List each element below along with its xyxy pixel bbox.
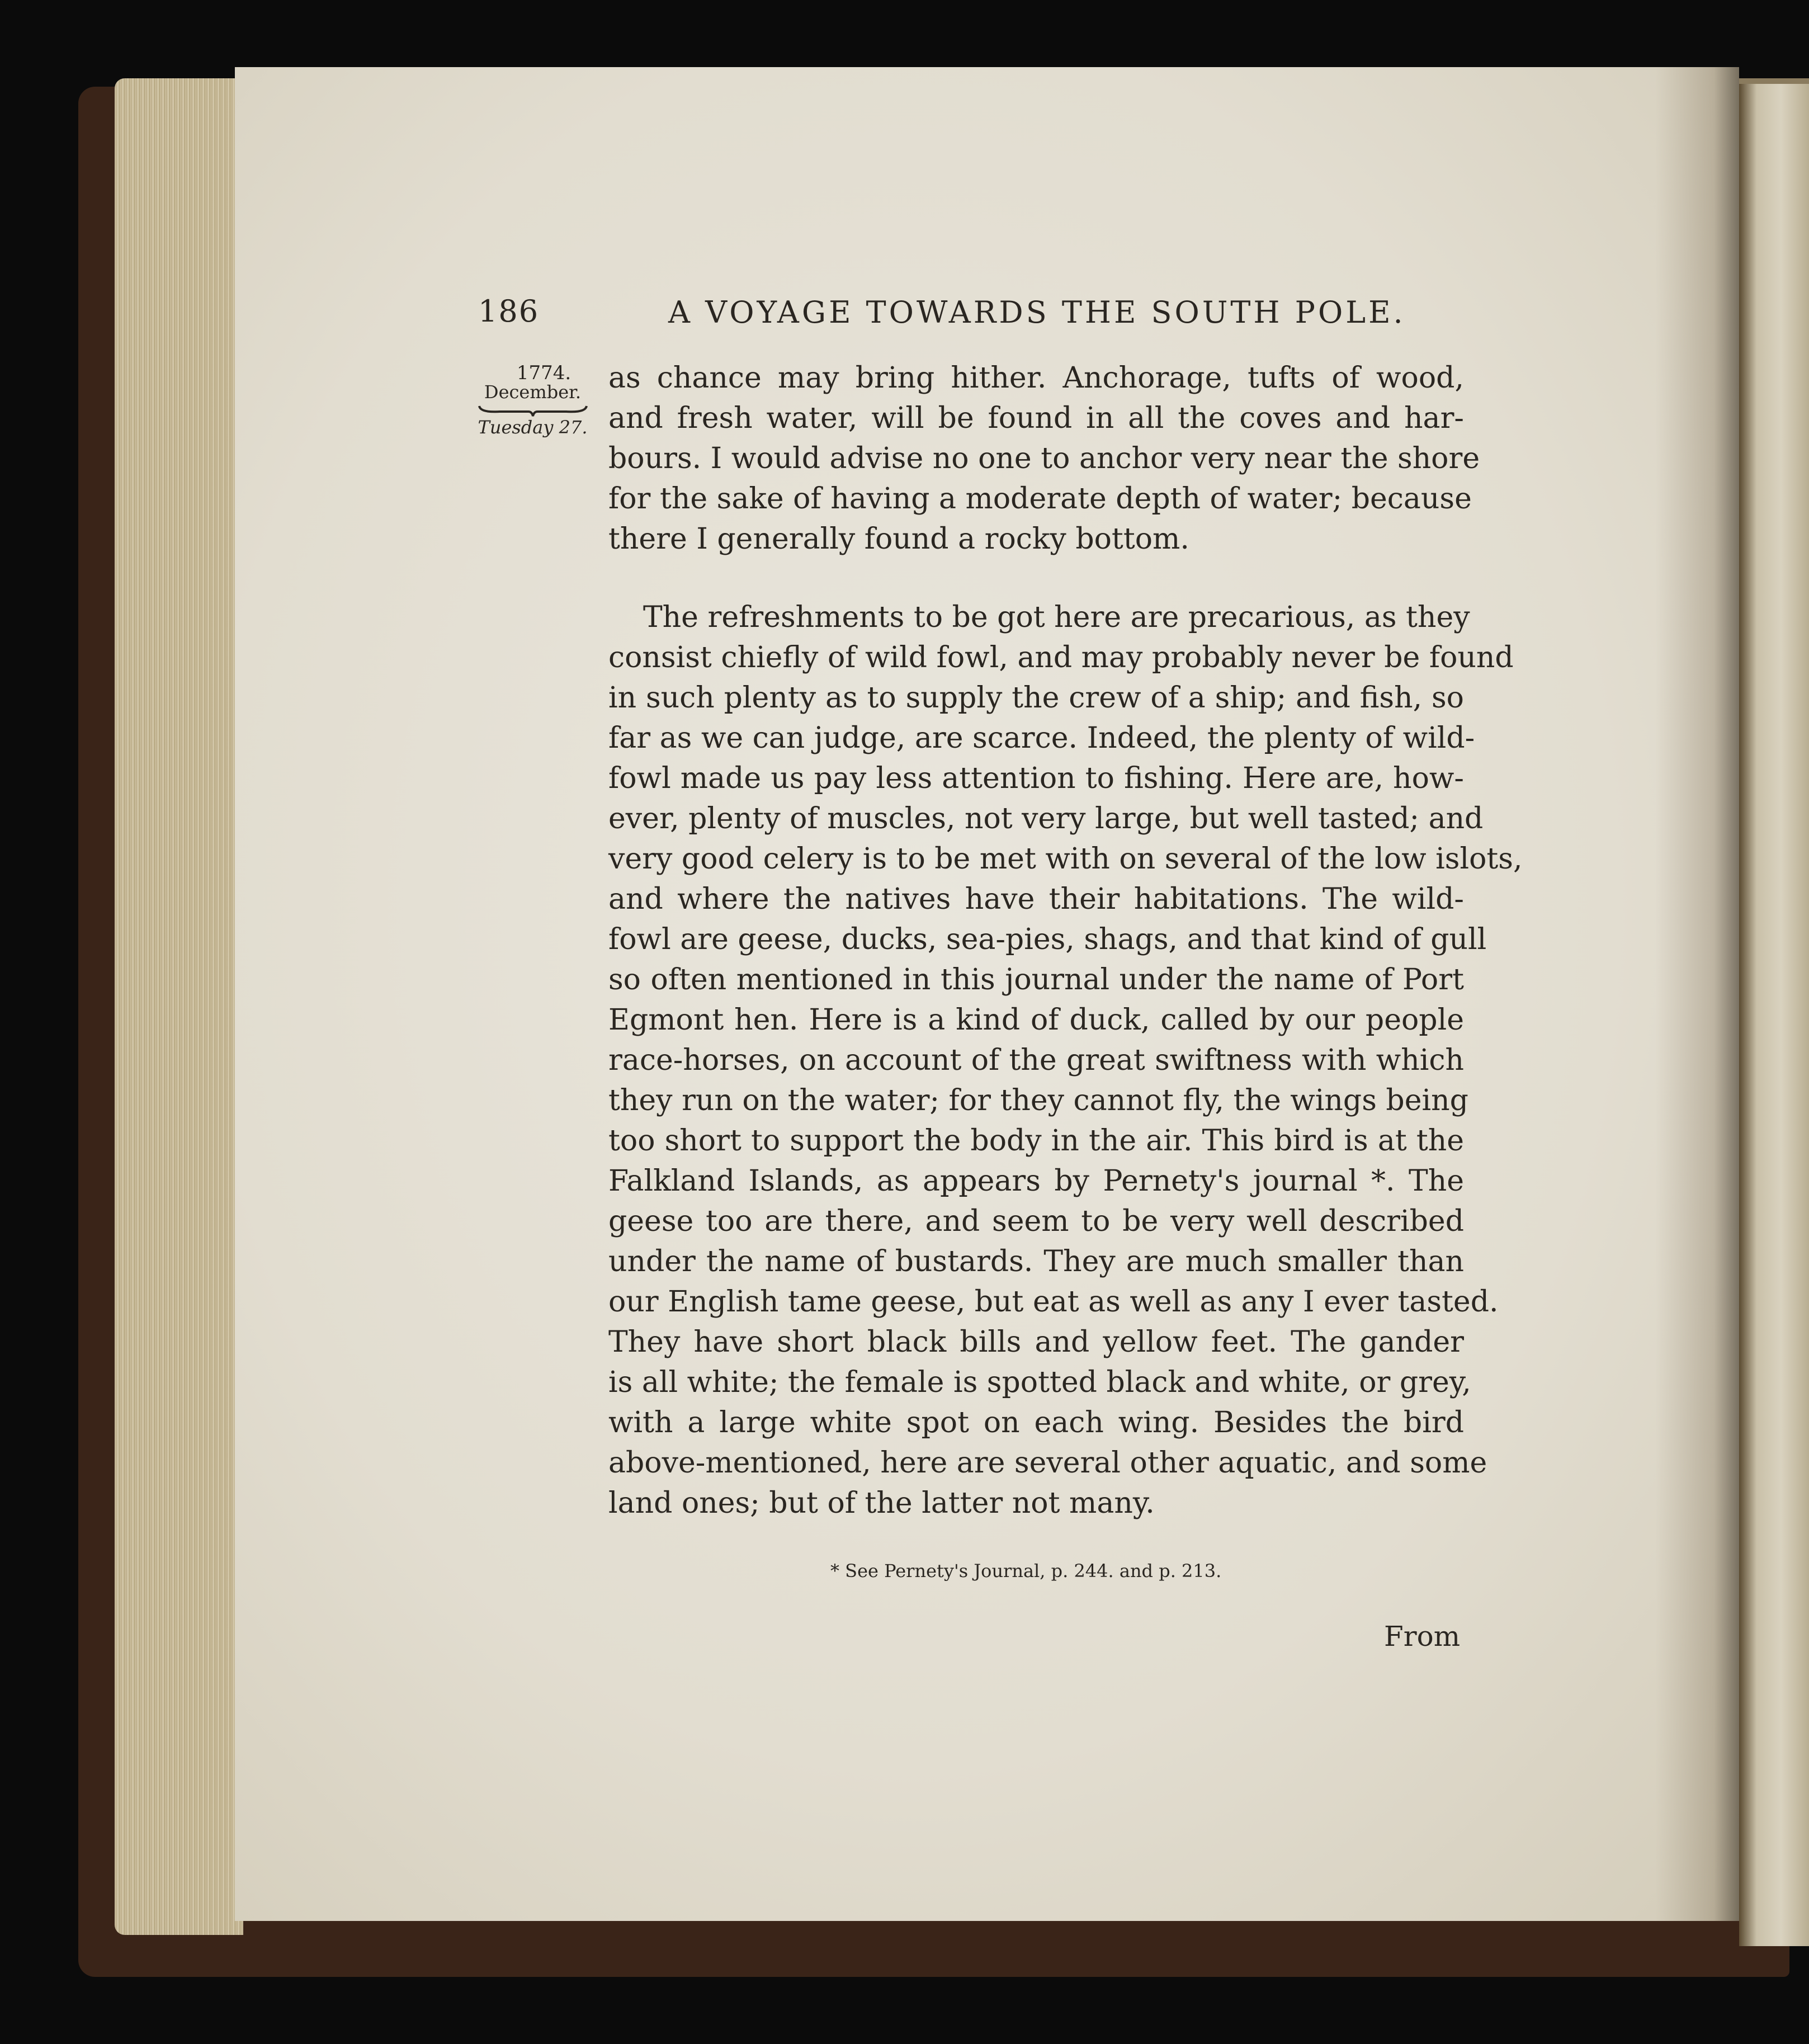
text-line: They have short black bills and yellow feet. The gander xyxy=(608,1325,1464,1359)
text-line: with a large white spot on each wing. Besides the bird xyxy=(608,1406,1464,1439)
body-text xyxy=(608,358,1523,1523)
text-line: so often mentioned in this journal under the name of Port xyxy=(608,963,1464,997)
running-title: A VOYAGE TOWARDS THE SOUTH POLE. xyxy=(668,295,1406,330)
text-line: bours. I would advise no one to anchor very near the shore xyxy=(608,442,1480,475)
paragraph-1 xyxy=(608,358,1480,559)
margin-year: 1774. xyxy=(516,362,571,384)
text-line: far as we can judge, are scarce. Indeed, the plenty of wild- xyxy=(608,721,1475,755)
text-line: for the sake of having a moderate depth of water; because xyxy=(608,482,1472,516)
text-line: and fresh water, will be found in all the coves and har- xyxy=(608,402,1464,435)
text-line: they run on the water; for they cannot fly, the wings being xyxy=(608,1084,1468,1117)
text-line: consist chiefly of wild fowl, and may probably never be found xyxy=(608,641,1514,674)
facing-page xyxy=(1739,84,1809,1946)
text-line: and where the natives have their habitations. The wild- xyxy=(608,882,1464,916)
text-line: as chance may bring hither. Anchorage, tufts of wood, xyxy=(608,361,1464,395)
catchword: From xyxy=(1384,1620,1461,1653)
text-line: Egmont hen. Here is a kind of duck, called by our people xyxy=(608,1003,1464,1037)
page-block-edges xyxy=(115,78,243,1935)
text-line: ever, plenty of muscles, not very large, but well tasted; and xyxy=(608,802,1484,835)
text-line: our English tame geese, but eat as well as any I ever tasted. xyxy=(608,1285,1499,1319)
text-line: under the name of bustards. They are much smaller than xyxy=(608,1245,1464,1278)
brace-ornament xyxy=(477,404,589,417)
text-line: fowl are geese, ducks, sea-pies, shags, and that kind of gull xyxy=(608,923,1487,956)
text-line: land ones; but of the latter not many. xyxy=(608,1486,1155,1520)
text-line: race-horses, on account of the great swiftness with which xyxy=(608,1044,1464,1077)
margin-day: Tuesday 27. xyxy=(478,416,588,438)
gutter-shadow xyxy=(1655,67,1739,1921)
margin-month: December. xyxy=(484,381,582,403)
text-line: above-mentioned, here are several other aquatic, and some xyxy=(608,1446,1487,1480)
paragraph-gap xyxy=(608,559,1464,597)
margin-note xyxy=(470,362,596,438)
paragraph-2 xyxy=(608,597,1523,1523)
page-number: 186 xyxy=(478,294,540,329)
footnote: * See Pernety's Journal, p. 244. and p. 213. xyxy=(830,1560,1222,1582)
text-line: Falkland Islands, as appears by Pernety's journal *. The xyxy=(608,1164,1464,1198)
text-line: geese too are there, and seem to be very well described xyxy=(608,1205,1464,1238)
text-line: The refreshments to be got here are precarious, as they xyxy=(643,601,1470,634)
text-line: very good celery is to be met with on several of the low islots, xyxy=(608,842,1523,876)
text-line: there I generally found a rocky bottom. xyxy=(608,522,1189,556)
text-line: in such plenty as to supply the crew of a ship; and fish, so xyxy=(608,681,1464,715)
text-line: too short to support the body in the air. This bird is at the xyxy=(608,1124,1464,1158)
text-line: fowl made us pay less attention to fishing. Here are, how- xyxy=(608,762,1464,795)
text-line: is all white; the female is spotted black and white, or grey, xyxy=(608,1366,1471,1399)
